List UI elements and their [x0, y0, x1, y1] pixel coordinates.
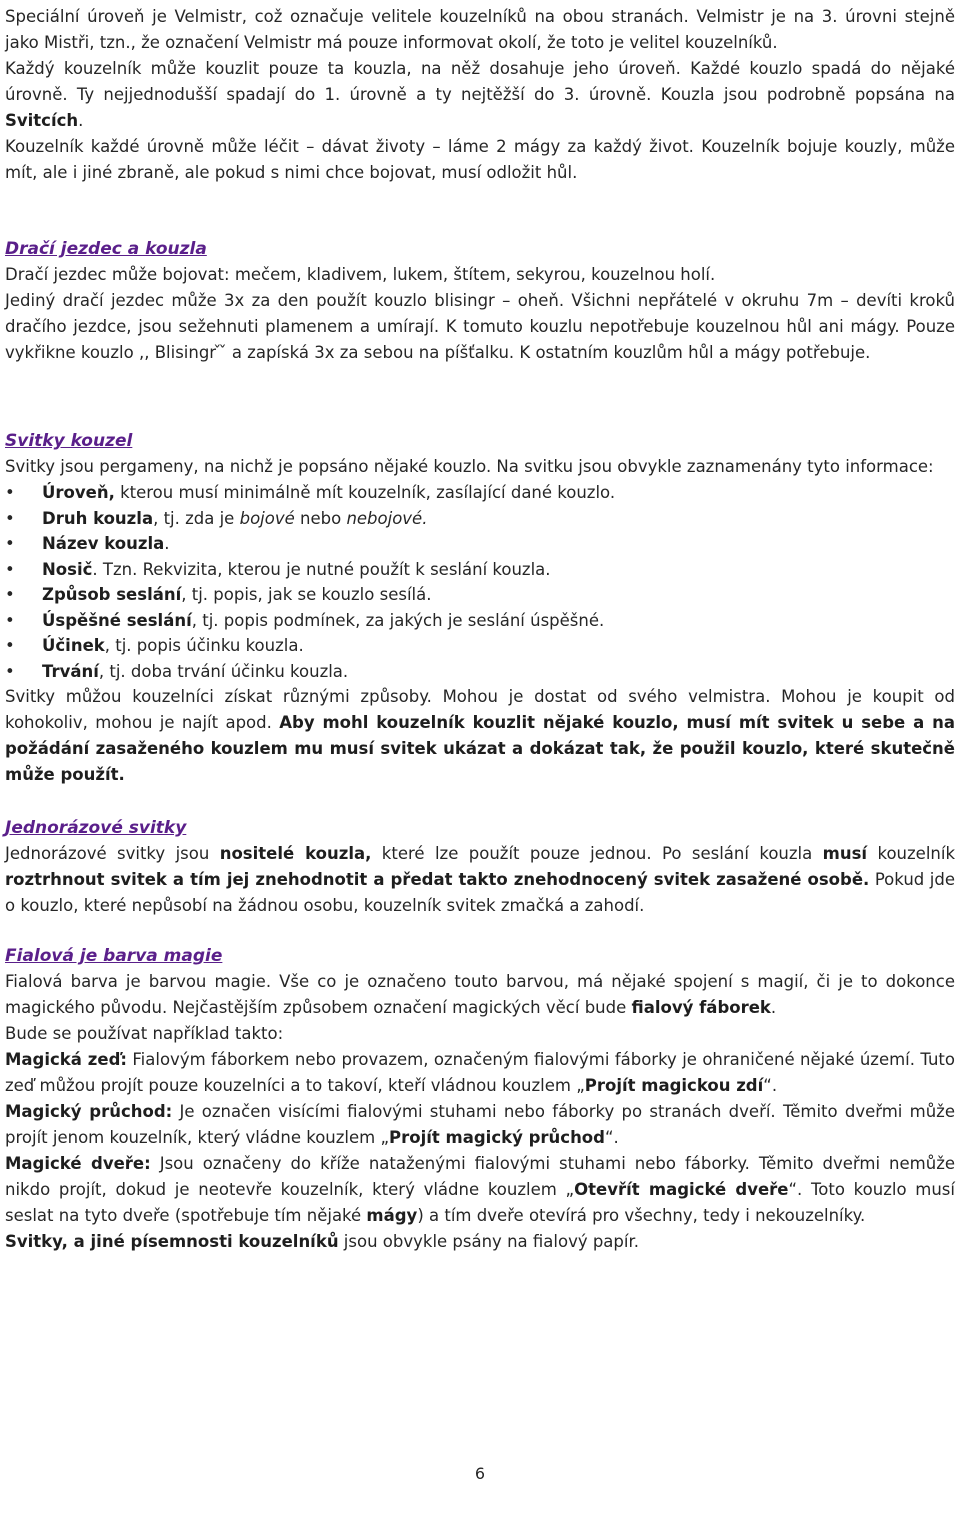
intro-paragraph-2: Každý kouzelník může kouzlit pouze ta kouzla, na něž dosahuje jeho úroveň. Každé kouzlo spadá do nějaké úrovně. Ty nejjednodušší spadají do 1. úrovně a ty nejtěžší do 3. úrovně. Kouzla jsou podrobně popsána na Svitcích.	[5, 59, 955, 130]
list-item: • Způsob seslání, tj. popis, jak se kouzlo sesílá.	[5, 582, 955, 608]
magic-wall-paragraph: Magická zeď: Fialovým fáborkem nebo provazem, označeným fialovými fáborky je ohraničené nějaké území. Tuto zeď můžou projít pouze kouzelníci a to takoví, kteří vládnou kouzlem „Projít magickou zdí“.	[5, 1050, 955, 1095]
single-use-paragraph: Jednorázové svitky jsou nositelé kouzla, které lze použít pouze jednou. Po seslání kouzla musí kouzelník roztrhnout svitek a tím jej znehodnotit a předat takto znehodnocený svitek zasažené osobě. Pokud jde o kouzlo, které nepůsobí na žádnou osobu, kouzelník svitek zmačká a zahodí.	[5, 844, 955, 915]
magic-door-paragraph: Magické dveře: Jsou označeny do kříže nataženými fialovými stuhami nebo fáborky. Těmito dveřmi nemůže nikdo projít, dokud je neotevře kouzelník, který vládne kouzlem „Otevřít magické dveře“. Toto kouzlo musí seslat na tyto dveře (spotřebuje tím nějaké mágy) a tím dveře otevírá pro všechny, tedy i nekouzelníky.	[5, 1154, 956, 1225]
scrolls-paper-paragraph: Svitky, a jiné písemnosti kouzelníků jsou obvykle psány na fialový papír.	[5, 1232, 639, 1251]
scroll-info-list	[5, 480, 955, 684]
list-item: • Název kouzla.	[5, 531, 955, 557]
heading-dragon-rider: Dračí jezdec a kouzla	[5, 239, 207, 259]
scrolls-term: Svitcích	[5, 111, 79, 130]
heading-violet-magic: Fialová je barva magie	[5, 946, 223, 966]
list-item: • Trvání, tj. doba trvání účinku kouzla.	[5, 659, 955, 685]
list-item: • Účinek, tj. popis účinku kouzla.	[5, 633, 955, 659]
violet-paragraph-1: Fialová barva je barvou magie. Vše co je označeno touto barvou, má nějaké spojení s magií, či je to dokonce magického původu. Nejčastějším způsobem označení magických věcí bude fialový fáborek.	[5, 972, 955, 1017]
intro-paragraph-1: Speciální úroveň je Velmistr, což označuje velitele kouzelníků na obou stranách. Velmistr je na 3. úrovni stejně jako Mistři, tzn., že označení Velmistr má pouze informovat okolí, že toto je velitel kouzelníků.	[5, 7, 955, 52]
magic-passage-paragraph: Magický průchod: Je označen visícími fialovými stuhami nebo fáborky po stranách dveří. Těmito dveřmi může projít jenom kouzelník, který vládne kouzlem „Projít magický průchod“.	[5, 1102, 955, 1147]
violet-paragraph-2: Bude se používat například takto:	[5, 1024, 284, 1043]
list-item: • Nosič. Tzn. Rekvizita, kterou je nutné použít k seslání kouzla.	[5, 557, 955, 583]
heading-single-use-scrolls: Jednorázové svitky	[5, 818, 187, 838]
heading-spell-scrolls: Svitky kouzel	[5, 431, 133, 451]
list-item: • Druh kouzla, tj. zda je bojové nebo nebojové.	[5, 506, 955, 532]
scrolls-outro: Svitky můžou kouzelníci získat různými způsoby. Mohou je dostat od svého velmistra. Mohou je koupit od kohokoliv, mohou je najít apod. Aby mohl kouzelník kouzlit nějaké kouzlo, musí mít svitek u sebe a na požádání zasaženého kouzlem mu musí svitek ukázat a dokázat tak, že použil kouzlo, které skutečně může použít.	[5, 687, 955, 784]
scrolls-intro: Svitky jsou pergameny, na nichž je popsáno nějaké kouzlo. Na svitku jsou obvykle zaznamenány tyto informace:	[5, 457, 934, 476]
dragon-paragraph-2: Jediný dračí jezdec může 3x za den použít kouzlo blisingr – oheň. Všichni nepřátelé v okruhu 7m – devíti kroků dračího jezdce, jsou sežehnuti plamenem a umírají. K tomuto kouzlu nepotřebuje kouzelnou hůl ani mágy. Pouze vykřikne kouzlo ,, Blisingr ̌ ̌ a zapíská 3x za sebou na píšťalku. K ostatním kouzlům hůl a mágy potřebuje.	[5, 291, 955, 362]
document-page	[5, 4, 955, 1255]
list-item: • Úspěšné seslání, tj. popis podmínek, za jakých je seslání úspěšné.	[5, 608, 955, 634]
list-item: • Úroveň, kterou musí minimálně mít kouzelník, zasílající dané kouzlo.	[5, 480, 955, 506]
dragon-paragraph-1: Dračí jezdec může bojovat: mečem, kladivem, lukem, štítem, sekyrou, kouzelnou holí.	[5, 265, 716, 284]
page-number: 6	[474, 1464, 486, 1483]
intro-paragraph-3: Kouzelník každé úrovně může léčit – dávat životy – láme 2 mágy za každý život. Kouzelník bojuje kouzly, může mít, ale i jiné zbraně, ale pokud s nimi chce bojovat, musí odložit hůl.	[5, 137, 955, 182]
